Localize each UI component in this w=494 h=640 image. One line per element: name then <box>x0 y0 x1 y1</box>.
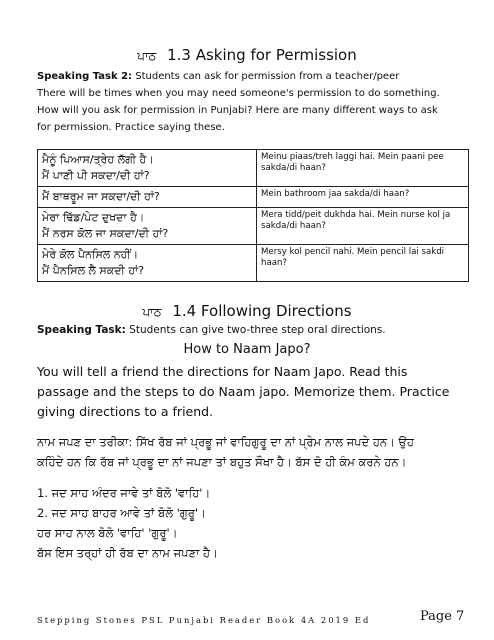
lesson-label: ਪਾਠ <box>137 49 157 63</box>
punjabi-cell <box>38 208 257 245</box>
intro-line: giving directions to a friend. <box>37 404 214 419</box>
punjabi-cell <box>38 187 257 208</box>
english-cell: Meinu piaas/treh laggi hai. Mein paani pee sakda/di haan? <box>257 150 469 187</box>
punjabi-line: ਮੈਂ ਨਰਸ ਕੋਲ ਜਾ ਸਕਦਾ/ਦੀ ਹਾਂ? <box>42 227 169 240</box>
task-label: Speaking Task 2: <box>37 71 133 82</box>
punjabi-line: ਮੈਂ ਬਾਥਰੂਮ ਜਾ ਸਕਦਾ/ਦੀ ਹਾਂ? <box>42 190 160 203</box>
section-title: 1.4 Following Directions <box>172 302 352 320</box>
intro-line: How will you ask for permission in Punjabi? Here are many different ways to ask <box>37 105 438 116</box>
task-label: Speaking Task: <box>37 324 126 336</box>
step-line: 2. ਜਦ ਸਾਹ ਬਾਹਰ ਆਵੇ ਤਾਂ ਬੋਲੋ 'ਗੁਰੂ'। <box>37 506 206 520</box>
step-line: 1. ਜਦ ਸਾਹ ਅੰਦਰ ਜਾਵੇ ਤਾਂ ਬੋਲੋ 'ਵਾਹਿ'। <box>37 486 211 500</box>
intro-line: passage and the steps to do Naam japo. Memorize them. Practice <box>37 384 450 399</box>
punjabi-line: ਮੈਂ ਪੈਨਸਿਲ ਲੈ ਸਕਦੀ ਹਾਂ? <box>42 264 145 277</box>
section-1-3-heading <box>0 46 494 64</box>
speaking-task-line <box>37 71 399 82</box>
step-line: ਹਰ ਸਾਹ ਨਾਲ ਬੋਲੋ 'ਵਾਹਿ' 'ਗੁਰੂ'। <box>37 526 178 540</box>
english-cell: Mera tidd/peit dukhda hai. Mein nurse kol ja sakda/di haan? <box>257 208 469 245</box>
lesson-label: ਪਾਠ <box>142 305 162 319</box>
speaking-task-line <box>37 324 386 336</box>
table-row <box>38 208 469 245</box>
english-cell: Mein bathroom jaa sakda/di haan? <box>257 187 469 208</box>
task-text: Students can ask for permission from a teacher/peer <box>132 71 400 82</box>
permission-phrases-table <box>37 149 469 282</box>
page-number: Page 7 <box>420 609 465 624</box>
intro-line: There will be times when you may need someone's permission to do something. <box>37 88 440 99</box>
step-line: ਬੱਸ ਇਸ ਤਰ੍ਹਾਂ ਹੀ ਰੱਬ ਦਾ ਨਾਮ ਜਪਣਾ ਹੈ। <box>37 546 218 560</box>
intro-line: for permission. Practice saying these. <box>37 122 225 133</box>
section-1-4-heading <box>0 302 494 320</box>
punjabi-line: ਮੇਰੇ ਕੋਲ ਪੈਨਸਿਲ ਨਹੀਂ। <box>42 248 139 261</box>
table-row <box>38 187 469 208</box>
section-title: 1.3 Asking for Permission <box>167 46 357 64</box>
table-row <box>38 150 469 187</box>
punjabi-cell <box>38 150 257 187</box>
punjabi-line: ਮੈਨੂੰ ਪਿਆਸ/ਤ੍ਰੇਹ ਲੱਗੀ ਹੈ। <box>42 153 154 166</box>
task-text: Students can give two-three step oral directions. <box>125 324 386 336</box>
intro-line: You will tell a friend the directions for Naam Japo. Read this <box>37 364 408 379</box>
passage-line: ਨਾਮ ਜਪਣ ਦਾ ਤਰੀਕਾ: ਸਿੱਖ ਰੱਬ ਜਾਂ ਪ੍ਰਭੂ ਜਾਂ ਵਾਹਿਗੁਰੂ ਦਾ ਨਾਂ ਪ੍ਰੇਮ ਨਾਲ ਜਪਦੇ ਹਨ। ਉਹ <box>37 435 414 449</box>
footer-text: Stepping Stones PSL Punjabi Reader Book 4A 2019 Ed <box>37 615 371 625</box>
passage-line: ਕਹਿੰਦੇ ਹਨ ਕਿ ਰੱਬ ਜਾਂ ਪ੍ਰਭੂ ਦਾ ਨਾਂ ਜਪਣਾ ਤਾਂ ਬਹੁਤ ਸੌਖਾ ਹੈ। ਬੱਸ ਦੋ ਹੀ ਕੰਮ ਕਰਨੇ ਹਨ। <box>37 455 407 469</box>
punjabi-cell <box>38 245 257 282</box>
subtitle: How to Naam Japo? <box>183 342 311 357</box>
table-row <box>38 245 469 282</box>
punjabi-line: ਮੈਂ ਪਾਣੀ ਪੀ ਸਕਦਾ/ਦੀ ਹਾਂ? <box>42 169 150 182</box>
english-cell: Mersy kol pencil nahi. Mein pencil lai sakdi haan? <box>257 245 469 282</box>
punjabi-line: ਮੇਰਾ ਢਿੱਡ/ਪੇਟ ਦੁਖਦਾ ਹੈ। <box>42 211 145 224</box>
